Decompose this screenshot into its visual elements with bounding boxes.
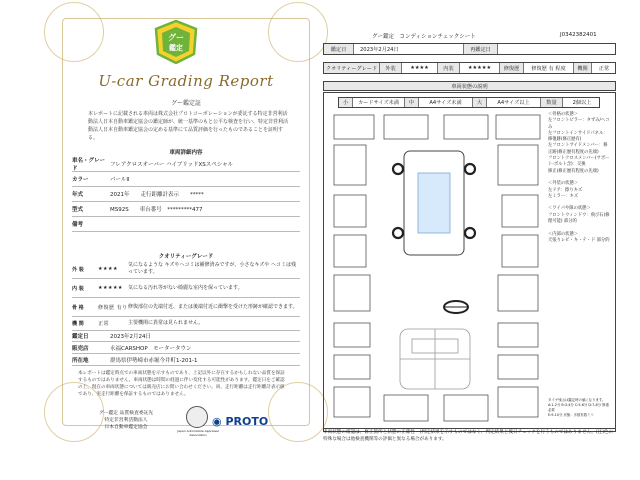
note-line: 天張りレビ・キ・テ・ド 部分的: [548, 237, 610, 243]
vehicle-key: 年式: [72, 192, 84, 198]
panel-box: [384, 115, 428, 139]
info-value: 群馬県伊勢崎市赤堀今井町1-201-1: [110, 357, 198, 364]
certificate-subtitle: グー鑑定証: [170, 100, 201, 107]
panel-box: [444, 115, 488, 139]
condition-notes: [548, 112, 610, 244]
info-value: 永福CARSHOP モータータウン: [110, 345, 192, 352]
date-row: [323, 43, 616, 55]
car-diagram: [324, 111, 546, 429]
size-cell: カードサイズ未満: [353, 98, 405, 107]
panel-box: [444, 395, 488, 421]
panel-box: [498, 323, 538, 347]
size-cell: 中: [405, 98, 419, 107]
proto-logo: [212, 415, 268, 428]
quality-grades: [72, 260, 300, 331]
panel-box: [334, 323, 370, 347]
vehicle-key: カラー: [72, 177, 89, 183]
damage-size-row: [338, 97, 600, 108]
ornament-top-right: [268, 2, 328, 62]
int-label: 内装: [438, 63, 460, 73]
panel-box: [334, 195, 366, 227]
quality-row: [72, 317, 300, 331]
vehicle-details: [72, 157, 300, 232]
panel-box: [334, 355, 370, 379]
vehicle-value: MS92S 車台番号 *********477: [110, 207, 203, 213]
quality-stars: ★★★★★: [98, 285, 123, 291]
sheet-title: グー鑑定 コンディションチェックシート: [372, 34, 476, 40]
car-underbody-view: [400, 329, 470, 389]
tire-legend: タイヤ残山は鑑定時の値になります。 A:1-2分 B:3-4分 C:5-6分 D:7-8分 修復必要 E:9-10分 状態：多数有数ミリ: [548, 398, 609, 417]
note-line: フロントクロスメンバー(サポート-ボルト含)：交換: [548, 156, 610, 168]
shop-info: [72, 330, 300, 366]
quality-row: [72, 298, 300, 317]
engine-label: 機関: [574, 63, 592, 73]
certificate-note: 本レポートは鑑定時点での車両状態を示すものであり、上記以外に存在するかもしれない品質を保証するものではありません。車両状態は時間の経過に伴い変化する可能性があります。鑑定日をご確認の上、現在の車両状態については販売店にお問い合わせください。尚、走行距離は走行距離計表示値であり、実走行距離を保証するものではありません。: [78, 371, 285, 397]
panel-box: [384, 395, 428, 421]
reappraisal-value: [498, 44, 616, 54]
panel-box: [334, 235, 366, 267]
quality-desc: 気になる汚れ等がない綺麗な室内を保っています。: [128, 284, 243, 291]
qg-label: クオリティーグレード: [324, 63, 380, 73]
ext-stars: ★★★★: [402, 63, 438, 73]
panel-box: [334, 387, 370, 417]
int-stars: ★★★★★: [460, 63, 500, 73]
svg-text:鑑定: 鑑定: [169, 44, 183, 52]
vehicle-value: フレアクロスオーバー ハイブリッドXSスペシャル: [110, 162, 234, 168]
panel-box: [502, 235, 538, 267]
note-line: 左フロントインサイドパネル：修復跡(修正歴有): [548, 130, 608, 143]
quality-row: [72, 279, 300, 298]
quality-key: 外 装: [72, 266, 84, 273]
vehicle-row: [72, 172, 300, 187]
brand-title: U-car Grading Report: [98, 72, 274, 90]
quality-row: [72, 260, 300, 279]
reappraisal-label: 再鑑定日: [464, 44, 498, 54]
ext-label: 外装: [380, 63, 402, 73]
note-line: ＜内部の状態＞: [548, 231, 579, 237]
jaaa-emblem-icon: [186, 406, 208, 428]
note-line: 左ドア：擦りキズ: [548, 187, 583, 193]
info-value: 2023年2月24日: [110, 333, 151, 340]
grading-certificate: [62, 18, 310, 437]
note-line: 左フロントサイドメンバー：修正跡(修正歴有程度の先端): [548, 143, 608, 155]
note-line: 左ミラー：キズ: [548, 193, 578, 199]
note-line: 修正(修正歴有程度の先端): [548, 168, 599, 174]
sheet-id: J0342382401: [560, 32, 597, 38]
ornament-top-left: [44, 2, 104, 62]
vehicle-row: [72, 157, 300, 172]
car-top-view: [393, 151, 475, 255]
quality-desc: 主要機関に異常は見られません。: [128, 320, 204, 326]
quality-desc: 修復部位の先端付近、または後端付近に衝撃を受けた形跡が確認できます。: [128, 303, 298, 310]
jaaa-label: Japan Automobile Appraisal Association: [177, 429, 219, 437]
panel-box: [498, 387, 538, 417]
quality-grade-row: [323, 62, 616, 74]
info-key: 鑑定日: [72, 333, 89, 340]
engine-value: 正常: [598, 65, 610, 72]
goo-badge-icon: [154, 20, 198, 64]
panel-box: [334, 115, 374, 139]
svg-text:グー: グー: [168, 33, 184, 42]
vehicle-section-title: 車両詳細内容: [169, 150, 203, 156]
size-cell: 大: [473, 98, 487, 107]
steering-wheel-icon: [444, 301, 468, 313]
info-row: [72, 342, 300, 354]
association-footer: グー鑑定 品質検査委託先 特定非営利活動法人 日本自動車鑑定協会: [98, 411, 154, 430]
panel-box: [334, 275, 370, 311]
size-cell: 数量: [541, 98, 563, 107]
panel-box: [498, 275, 538, 311]
quality-key: 内 装: [72, 285, 84, 292]
panel-box: [498, 145, 538, 185]
quality-stars: 修復歴 有り: [98, 304, 128, 311]
repair-value: 修復歴 有 程度: [524, 63, 574, 73]
quality-key: 機 関: [72, 321, 84, 327]
proto-logo-text: PROTO: [225, 415, 269, 428]
sheet-bottom-note: 車両状態の確認は、修正箇所と状態の正確性・(判定結果を示すものではなく、判定結果と後日チェックを行うものではありません。(注)色の特殊な場合は他検査機関等の評価と異なる場合があります。: [323, 428, 616, 443]
size-cell: 小: [339, 98, 353, 107]
certificate-intro: 本レポートに記載される車両は株式会社プロトコーポレーションが委託する特定非営利活動法人日本自動車鑑定協会の鑑定師が、統一基準のもと公平な検査を行い、特定非営利活動法人日本自動車鑑定協会の定める基準にて品質評価を行ったものであることを証明する。: [88, 111, 289, 141]
panel-box: [334, 145, 366, 185]
vehicle-value: 2021年 走行距離計表示 *****: [110, 192, 204, 198]
vehicle-key: 型式: [72, 207, 84, 213]
quality-section-title: クオリティーグレード: [158, 254, 214, 260]
note-line: ＜ワイパや隙の状態＞: [548, 206, 591, 212]
info-key: 販売店: [72, 345, 89, 352]
size-cell: A4サイズ未満: [419, 98, 473, 107]
panel-box: [496, 115, 540, 139]
panel-box: [502, 195, 538, 227]
vehicle-row: [72, 217, 300, 232]
proto-mark-icon: ◉: [212, 415, 222, 428]
vehicle-key: 備考: [72, 222, 84, 228]
condition-title: 車両状態の説明: [323, 81, 616, 91]
vehicle-value: パールⅡ: [110, 177, 130, 183]
quality-stars: 正常: [98, 321, 110, 327]
panel-box: [498, 355, 538, 379]
info-row: [72, 354, 300, 366]
quality-desc: 気になるような キズやヘコミは補修済みですが、小さなキズや ヘコミは残っています。: [128, 262, 296, 275]
repair-label: 修復歴: [500, 63, 524, 73]
note-line: フロントウィンドウ：飛び石(修理可能) 部分的: [548, 212, 610, 225]
size-cell: A4サイズ以上: [487, 98, 541, 107]
note-line: ＜骨格の状態＞: [548, 112, 579, 117]
note-line: 左フロントピラー：タずみ/ヘコみ: [548, 118, 610, 130]
info-row: [72, 330, 300, 342]
quality-stars: ★★★★: [98, 266, 118, 272]
date-value: 2023年2月24日: [354, 44, 464, 54]
date-label: 鑑定日: [324, 44, 354, 54]
vehicle-key: 車名・グレード: [72, 158, 106, 172]
quality-key: 骨 格: [72, 304, 84, 311]
note-line: ＜外装の状態＞: [548, 181, 579, 187]
vehicle-row: [72, 187, 300, 202]
vehicle-row: [72, 202, 300, 217]
info-key: 所在地: [72, 357, 89, 364]
size-cell: 2個以上: [572, 100, 592, 106]
